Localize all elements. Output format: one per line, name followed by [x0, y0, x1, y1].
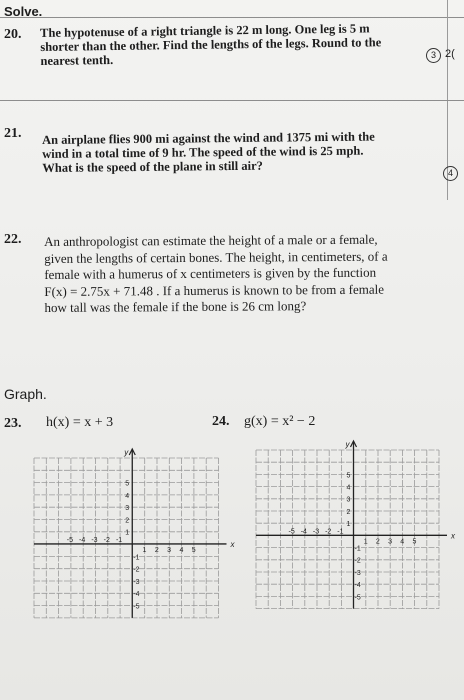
- y-tick-label-24: 5: [346, 472, 351, 480]
- x-tick-label-24: 1: [363, 538, 368, 546]
- problem-22-line-1: An anthropologist can estimate the height of a male or a female,: [44, 231, 378, 249]
- problem-23-function: h(x) = x + 3: [46, 415, 114, 430]
- problem-20-line-3: nearest tenth.: [40, 52, 114, 68]
- y-axis-label-24: y: [345, 440, 350, 449]
- y-tick-label-23: 1: [125, 529, 130, 537]
- x-neg-tick-label-23: -2: [103, 536, 110, 544]
- y-tick-label-23: 2: [125, 517, 130, 525]
- x-tick-label-23: 1: [142, 546, 147, 554]
- y-axis-label-23: y: [124, 448, 129, 457]
- y-neg-tick-label-23: -5: [133, 603, 140, 611]
- grid-23-lines: [34, 448, 236, 618]
- y-neg-tick-label-24: -5: [354, 594, 361, 602]
- y-tick-label-24: 3: [346, 496, 351, 504]
- x-neg-tick-label-24: -2: [325, 528, 332, 536]
- section-header-solve: Solve.: [4, 4, 43, 19]
- y-tick-label-24: 1: [346, 521, 351, 529]
- y-neg-tick-label-24: -2: [354, 557, 361, 565]
- y-neg-tick-label-23: -3: [133, 578, 140, 586]
- problem-21-line-3: What is the speed of the plane in still air?: [42, 158, 263, 175]
- x-tick-label-23: 2: [154, 546, 159, 554]
- problem-21-text: [42, 130, 375, 175]
- problem-24-function: g(x) = x² − 2: [244, 414, 316, 429]
- x-tick-label-23: 3: [167, 546, 172, 554]
- x-axis-label-24: x: [451, 531, 455, 541]
- point-value-badge-21: 4: [443, 166, 458, 181]
- x-neg-tick-label-23: -5: [66, 536, 73, 544]
- grid-24-lines: [256, 440, 456, 609]
- x-tick-label-24: 4: [400, 538, 405, 546]
- problem-21-line-1: An airplane flies 900 mi against the wind and 1375 mi with the: [42, 129, 375, 147]
- x-neg-tick-label-23: -4: [79, 536, 86, 544]
- point-value-suffix-20: 2(: [445, 48, 455, 60]
- y-neg-tick-label-24: -4: [354, 582, 361, 590]
- x-neg-tick-label-23: -3: [91, 536, 98, 544]
- x-neg-tick-label-24: -3: [312, 528, 320, 536]
- problem-24-number: 24.: [212, 414, 230, 429]
- problem-22-line-4: F(x) = 2.75x + 71.48 . If a humerus is known to be from a female: [44, 281, 385, 299]
- problem-22-text: [44, 232, 388, 317]
- problem-22-line-3: female with a humerus of x centimeters is given by the function: [44, 264, 377, 282]
- x-neg-tick-label-23: -1: [115, 536, 123, 544]
- divider-rule-1: [0, 100, 464, 101]
- problem-21-line-2: wind in a total time of 9 hr. The speed of the wind is 25 mph.: [42, 143, 364, 161]
- y-neg-tick-label-23: -1: [133, 554, 140, 562]
- y-tick-label-24: 2: [346, 508, 351, 516]
- problem-20-number: 20.: [4, 27, 22, 42]
- problem-20-line-2: shorter than the other. Find the lengths of the legs. Round to the: [40, 35, 382, 54]
- x-tick-label-24: 3: [388, 538, 393, 546]
- problem-20-line-1: The hypotenuse of a right triangle is 22 m long. One leg is 5 m: [40, 21, 370, 40]
- x-tick-label-23: 5: [191, 546, 196, 554]
- problem-20-text: [40, 21, 382, 68]
- x-tick-label-24: 2: [375, 538, 380, 546]
- y-neg-tick-label-23: -4: [133, 591, 140, 599]
- y-tick-label-23: 5: [125, 480, 130, 488]
- coordinate-grid-23[interactable]: [20, 436, 235, 648]
- y-tick-label-23: 3: [125, 505, 130, 513]
- x-axis-label-23: x: [230, 539, 235, 549]
- problem-23-number: 23.: [4, 416, 22, 431]
- x-tick-label-23: 4: [179, 546, 184, 554]
- coordinate-grid-24[interactable]: [246, 436, 455, 636]
- y-tick-label-24: 4: [346, 484, 351, 492]
- y-tick-label-23: 4: [125, 492, 130, 500]
- y-neg-tick-label-24: -1: [354, 545, 361, 553]
- x-neg-tick-label-24: -1: [337, 528, 344, 536]
- point-value-badge-20: 3: [426, 48, 441, 63]
- top-rule: [0, 17, 464, 18]
- x-neg-tick-label-24: -5: [288, 528, 295, 536]
- x-tick-label-24: 5: [412, 538, 417, 546]
- y-neg-tick-label-24: -3: [354, 569, 361, 577]
- x-neg-tick-label-24: -4: [300, 528, 307, 536]
- problem-22-line-2: given the lengths of certain bones. The height, in centimeters, of a: [44, 248, 388, 266]
- problem-22-line-5: how tall was the female if the bone is 26 cm long?: [44, 298, 307, 315]
- problem-22-number: 22.: [4, 232, 22, 247]
- y-neg-tick-label-23: -2: [133, 566, 140, 574]
- problem-21-number: 21.: [4, 126, 22, 141]
- section-header-graph: Graph.: [4, 386, 47, 402]
